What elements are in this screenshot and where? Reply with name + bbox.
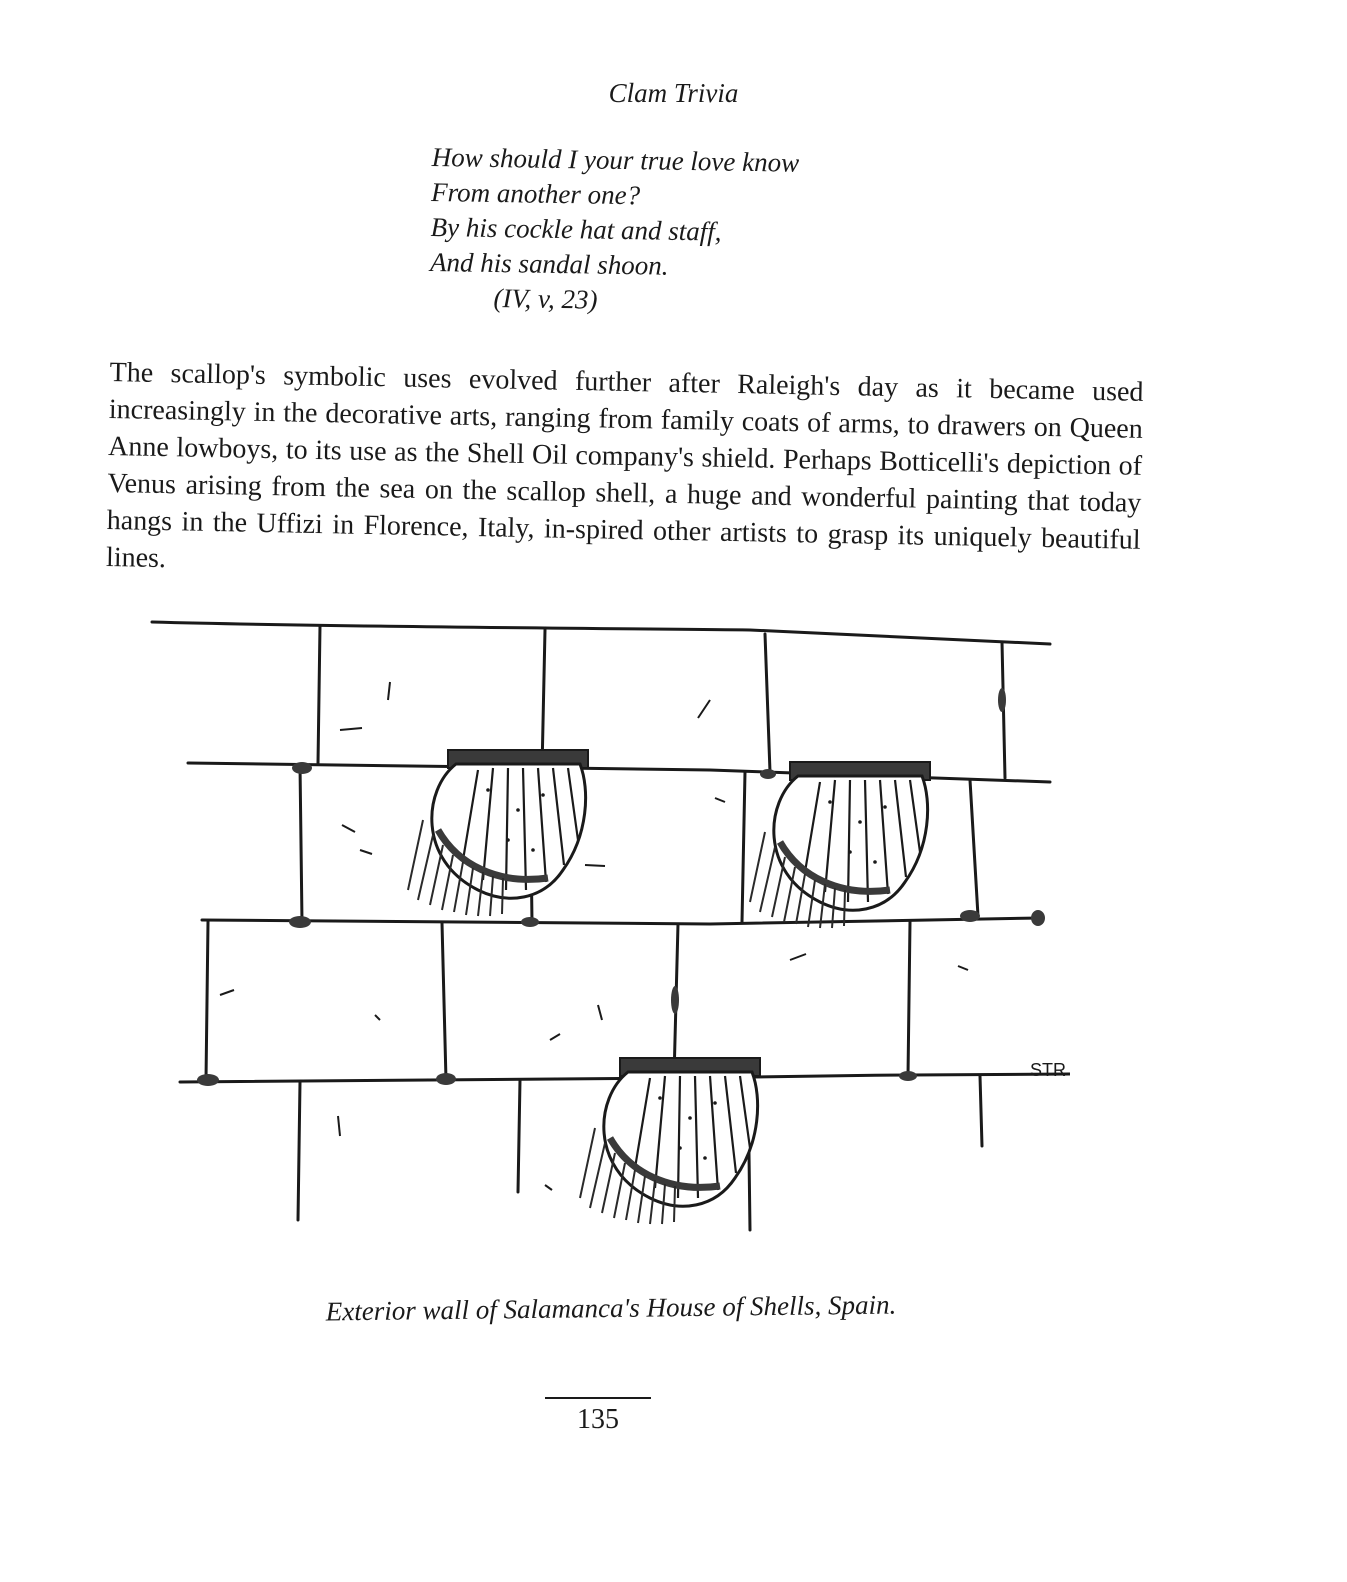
verse-line: By his cockle hat and staff, [430, 211, 722, 247]
stone-wall-illustration [150, 610, 1070, 1250]
figure-caption: Exterior wall of Salamanca's House of Shells, Spain. [325, 1289, 897, 1327]
verse-line: From another one? [430, 176, 641, 211]
artist-signature: STR [1030, 1060, 1066, 1080]
scallop-shell [580, 1058, 760, 1224]
body-paragraph: The scallop's symbolic uses evolved further after Raleigh's day as it became used increasingly in the decorative arts, ranging from family coats of arms, to drawers on Queen Anne lowboys, to its use as the Shell Oil company's shield. Perhaps Botticelli's depiction of Venus arising from the sea on the scallop shell, a huge and wonderful painting that today hangs in the Uffizi in Florence, Italy, in-spired other artists to grasp its uniquely beautiful lines. [105, 356, 1144, 575]
running-head: Clam Trivia [608, 78, 739, 108]
verse-line: How should I your true love know [431, 141, 800, 178]
folio-rule [545, 1397, 651, 1399]
page-number: 135 [577, 1404, 619, 1435]
scallop-shell [408, 750, 588, 916]
verse-quote [429, 140, 799, 321]
verse-citation: (IV, v, 23) [493, 282, 598, 315]
scallop-shell [750, 762, 930, 928]
stone-texture-marks [220, 682, 968, 1190]
verse-line: And his sandal shoon. [429, 246, 669, 281]
mortar-patches [197, 688, 1045, 1086]
